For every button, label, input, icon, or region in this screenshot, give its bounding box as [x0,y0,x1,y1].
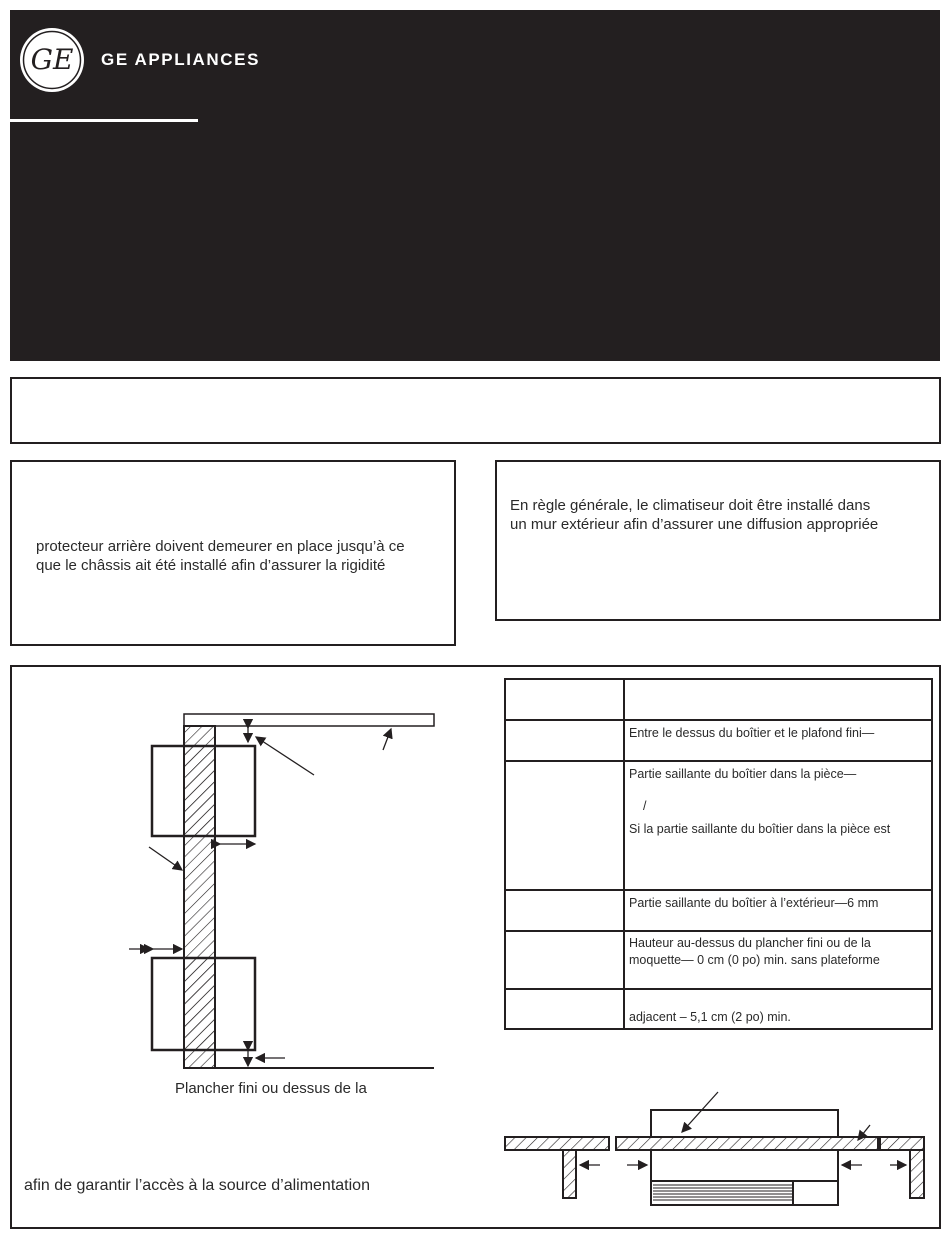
clearance-section [10,665,941,1229]
header-rule [10,119,198,122]
table-cell-adjacent-clearance: adjacent – 5,1 cm (2 po) min. [629,1010,791,1024]
svg-text:GE: GE [30,43,74,76]
table-cell-room-projection-note: Si la partie saillante du boîtier dans la pièce est [629,822,891,836]
ge-logo-icon [19,27,85,93]
location-note-line-2: un mur extérieur afin d’assurer une diffusion appropriée [510,516,879,533]
table-cell-top-clearance: Entre le dessus du boîtier et le plafond fini— [629,726,875,740]
chassis-note-box [10,460,456,646]
header-banner [10,10,940,361]
location-note-line-1: En règle générale, le climatiseur doit être installé dans [510,497,871,514]
location-note-box [495,460,941,621]
chassis-note-line-1: protecteur arrière doivent demeurer en place jusqu’à ce [36,538,405,555]
warning-box [10,377,941,444]
table-cell-room-projection-slash: / [643,799,647,813]
table-cell-room-projection: Partie saillante du boîtier dans la pièce— [629,767,857,781]
brand-name: GE APPLIANCES [101,50,261,69]
floor-caption: Plancher fini ou dessus de la [175,1080,367,1097]
side-elevation-diagram [152,714,434,1068]
table-cell-floor-height-line-1: Hauteur au-dessus du plancher fini ou de la [629,936,871,950]
dimension-arrows [129,728,391,1066]
bottom-note: afin de garantir l’accès à la source d’alimentation [24,1177,370,1194]
table-cell-outside-projection: Partie saillante du boîtier à l’extérieur—6 mm [629,896,879,910]
chassis-note-line-2: que le châssis ait été installé afin d’assurer la rigidité [36,557,386,574]
table-cell-floor-height-line-2: moquette— 0 cm (0 po) min. sans plateforme [629,953,880,967]
